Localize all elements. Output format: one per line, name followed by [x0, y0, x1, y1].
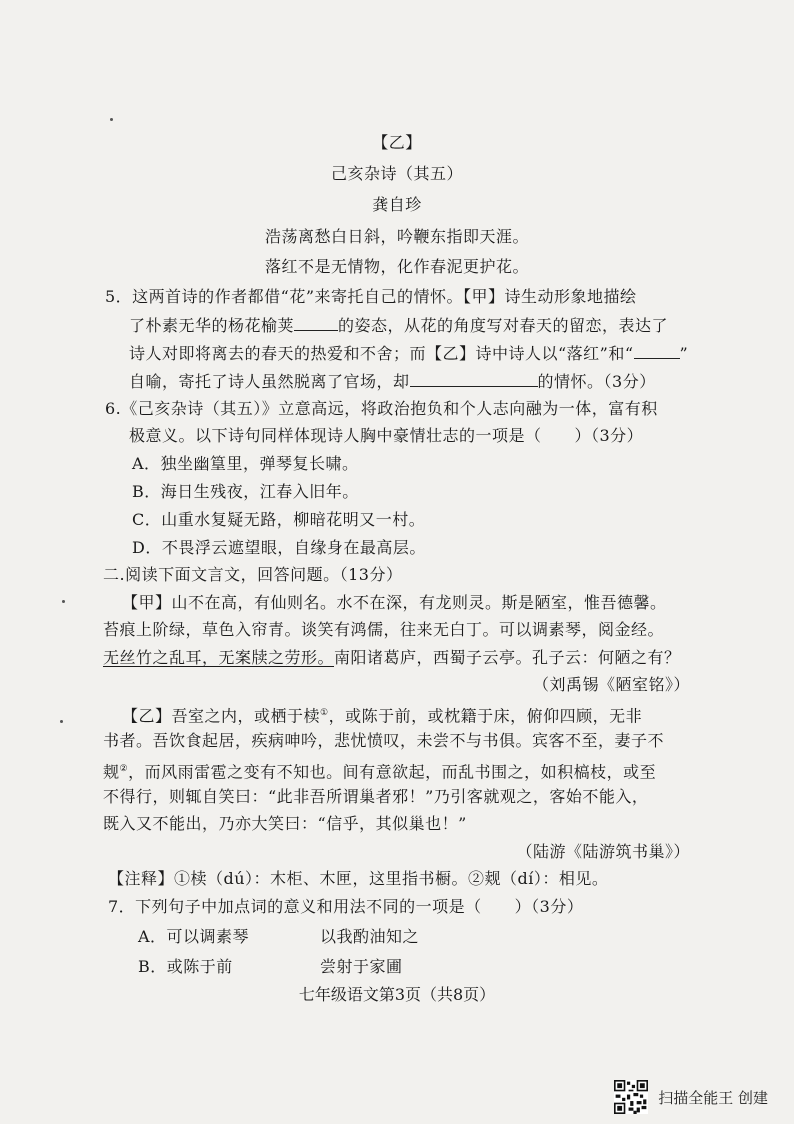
scan-speck: [110, 118, 113, 121]
jia-source: （刘禹锡《陋室铭》）: [532, 675, 690, 694]
q7-row-b-right: 尝射于家圃: [320, 957, 403, 976]
q5-line-1: 5．这两首诗的作者都借“花”来寄托自己的情怀。【甲】诗生动形象地描绘: [105, 287, 637, 306]
jia-line-1: 【甲】山不在高，有仙则名。水不在深，有龙则灵。斯是陋室，惟吾德馨。: [122, 593, 667, 612]
annotation-notes: 【注释】①椟（dú）：木柜、木匣，这里指书橱。②觌（dí）：相见。: [108, 869, 609, 888]
poem-line-2: 落红不是无情物，化作春泥更护花。: [264, 257, 529, 276]
poem-author: 龚自珍: [372, 195, 422, 214]
q7-row-a-left: A．可以调素琴: [138, 927, 250, 946]
q6-option-d: D．不畏浮云遮望眼，自缘身在最高层。: [132, 538, 426, 557]
poem-title: 己亥杂诗（其五）: [330, 164, 463, 183]
q5-line-2: 了朴素无华的杨花榆荚 的姿态，从花的角度写对春天的留恋，表达了: [129, 316, 669, 335]
q6-line-2: 极意义。以下诗句同样体现诗人胸中豪情壮志的一项是（ ）（3分）: [129, 426, 644, 445]
q7-row-b-left: B．或陈于前: [138, 957, 233, 976]
scan-speck: [60, 720, 63, 723]
q6-option-a: A．独坐幽篁里，弹琴复长啸。: [132, 454, 359, 473]
poem-marker: 【乙】: [372, 133, 422, 152]
page-footer: 七年级语文第3页（共8页）: [298, 985, 496, 1004]
yi-line-2: 书者。吾饮食起居，疾病呻吟，悲忧愤叹，未尝不与书俱。宾客不至，妻子不: [103, 731, 665, 750]
qr-code-icon: [614, 1080, 648, 1114]
q5-blank-1[interactable]: [294, 314, 338, 331]
q5-line-4: 自喻，寄托了诗人虽然脱离了官场，却 的情怀。（3分）: [129, 372, 656, 391]
q5-blank-3[interactable]: [410, 370, 538, 387]
scanner-badge-label: 扫描全能王 创建: [658, 1088, 768, 1107]
yi-line-1: 【乙】吾室之内，或栖于椟①，或陈于前，或枕籍于床，俯仰四顾，无非: [122, 706, 643, 726]
q6-line-1: 6.《己亥杂诗（其五）》立意高远，将政治抱负和个人志向融为一体，富有积: [105, 399, 658, 418]
scan-speck: [62, 600, 65, 603]
q6-option-c: C．山重水复疑无路，柳暗花明又一村。: [132, 510, 426, 529]
q5-line-3: 诗人对即将离去的春天的热爱和不舍；而【乙】诗中诗人以“落红”和“ ”: [129, 344, 689, 363]
jia-underlined-sentence: 无丝竹之乱耳，无案牍之劳形。: [103, 648, 335, 667]
scanner-badge: [614, 1080, 768, 1114]
q7-line-1: 7．下列句子中加点词的意义和用法不同的一项是（ ）（3分）: [108, 897, 584, 916]
q5-blank-2[interactable]: [634, 342, 680, 359]
yi-line-5: 既入又不能出，乃亦大笑曰：“信乎，其似巢也！”: [103, 814, 467, 833]
yi-line-3: 觌②，而风雨雷雹之变有不知也。间有意欲起，而乱书围之，如积槁枝，或至: [103, 762, 657, 782]
q7-row-a-right: 以我酌油知之: [320, 927, 420, 946]
jia-line-2: 苔痕上阶绿，草色入帘青。谈笑有鸿儒，往来无白丁。可以调素琴，阅金经。: [103, 620, 665, 639]
section-2-heading: 二.阅读下面文言文，回答问题。（13分）: [103, 565, 403, 584]
yi-line-4: 不得行，则辄自笑曰：“此非吾所谓巢者邪！”乃引客就观之，客始不能入，: [103, 787, 649, 806]
q6-option-b: B．海日生残夜，江春入旧年。: [132, 482, 359, 501]
yi-source: （陆游《陆游筑书巢》）: [516, 842, 690, 861]
poem-line-1: 浩荡离愁白日斜，吟鞭东指即天涯。: [264, 227, 529, 246]
jia-line-3: 无丝竹之乱耳，无案牍之劳形。南阳诸葛庐，西蜀子云亭。孔子云：何陋之有？: [103, 648, 681, 667]
